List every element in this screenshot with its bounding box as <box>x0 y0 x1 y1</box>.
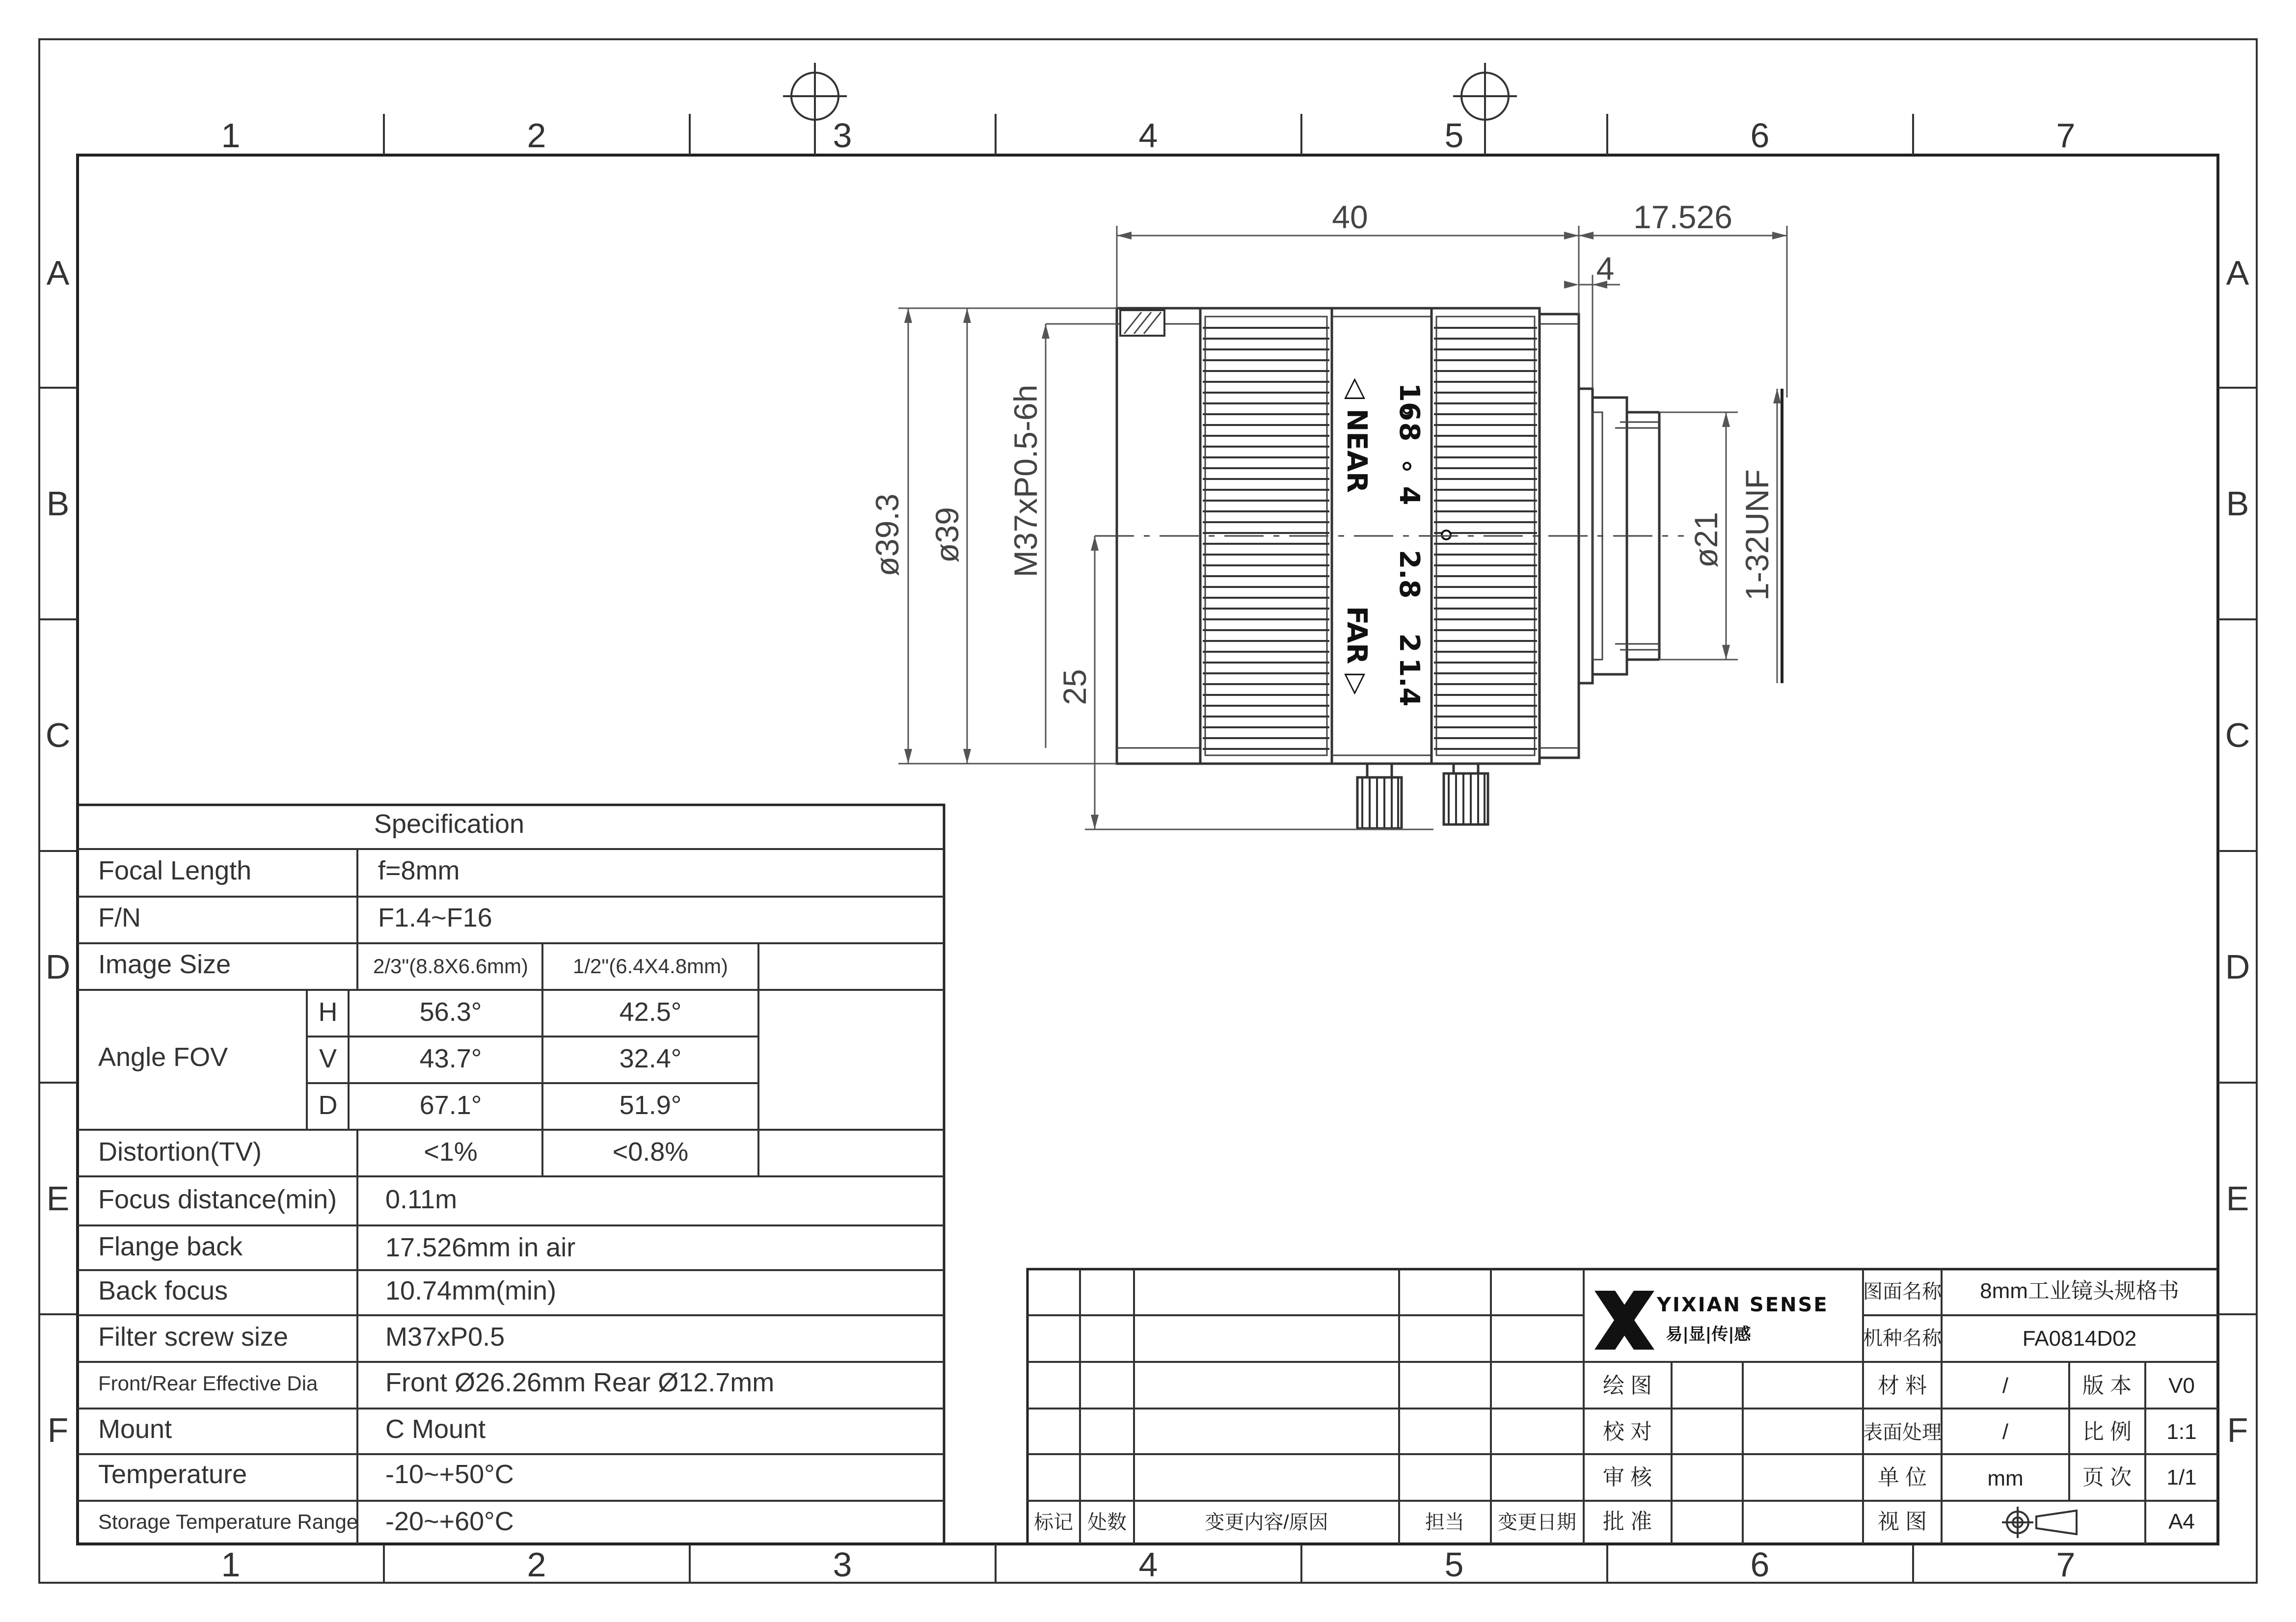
set-screw-front <box>1120 310 1164 336</box>
rev-mark-header: 标记 <box>1034 1512 1073 1533</box>
zone-labels-top <box>221 116 2076 155</box>
spec-title: Specification <box>374 809 525 839</box>
back-focus-label: Back focus <box>98 1276 228 1305</box>
zone-col-6: 6 <box>1750 116 1770 155</box>
version-value: V0 <box>2168 1374 2195 1398</box>
fov-v-axis: V <box>319 1044 337 1073</box>
zone-row-e: E <box>46 1179 70 1218</box>
flange-back-label: Flange back <box>98 1232 243 1261</box>
zone-row-e-right: E <box>2226 1179 2249 1218</box>
fov-h-axis: H <box>318 997 338 1027</box>
dim-mount-depth: 4 <box>1596 250 1615 287</box>
f-stop-dot-2 <box>1404 463 1410 470</box>
near-label: ◁ NEAR <box>1341 378 1373 493</box>
dim-flange: 17.526 <box>1633 199 1732 235</box>
logo-chinese: 易|显|传|感 <box>1666 1325 1751 1344</box>
model-value: FA0814D02 <box>2022 1327 2137 1351</box>
mount-value: C Mount <box>385 1414 486 1444</box>
locking-knob-2 <box>1444 764 1488 824</box>
zone-col-6-bottom: 6 <box>1750 1545 1770 1584</box>
page-label: 页 次 <box>2082 1465 2132 1489</box>
image-size-label: Image Size <box>98 950 231 979</box>
outer-frame <box>39 39 2257 1583</box>
temperature-value: -10~+50°C <box>385 1460 514 1489</box>
far-label: FAR ▷ <box>1341 606 1373 695</box>
effective-dia-value: Front Ø26.26mm Rear Ø12.7mm <box>385 1368 775 1397</box>
version-label: 版 本 <box>2082 1374 2132 1398</box>
scale-label: 比 例 <box>2082 1420 2132 1444</box>
focus-distance-label: Focus distance(min) <box>98 1185 337 1214</box>
f-stop-1-4: 1.4 <box>1393 658 1425 707</box>
distortion-value-1: <1% <box>424 1137 478 1167</box>
zone-labels-bottom <box>221 1545 2076 1584</box>
sign-check-label: 校 对 <box>1602 1420 1652 1444</box>
fov-h-value-2: 42.5° <box>619 997 682 1027</box>
fov-d-axis: D <box>318 1090 338 1120</box>
mount-label: Mount <box>98 1414 172 1444</box>
f-stop-2-8: 2.8 <box>1393 550 1425 599</box>
surface-label: 表面处理 <box>1863 1422 1942 1443</box>
zone-row-c-right: C <box>2225 716 2250 754</box>
title-block <box>1027 1269 2218 1544</box>
lens-drawing <box>869 199 1787 829</box>
projection-symbol-icon <box>2002 1507 2077 1538</box>
filter-screw-value: M37xP0.5 <box>385 1322 505 1352</box>
focal-length-value: f=8mm <box>378 856 460 885</box>
zone-row-d: D <box>45 948 71 986</box>
fov-v-value-1: 43.7° <box>419 1044 482 1073</box>
zone-col-5: 5 <box>1444 116 1464 155</box>
effective-dia-label: Front/Rear Effective Dia <box>98 1372 318 1395</box>
zone-col-1: 1 <box>221 116 241 155</box>
flange-back-value: 17.526mm in air <box>385 1233 576 1262</box>
fov-label: Angle FOV <box>98 1042 228 1072</box>
zone-col-1-bottom: 1 <box>221 1545 241 1584</box>
logo-wordmark: YIXIAN SENSE <box>1657 1294 1829 1316</box>
rev-date-header: 变更日期 <box>1498 1512 1576 1533</box>
zone-row-f-right: F <box>2227 1411 2248 1449</box>
storage-label: Storage Temperature Range <box>98 1510 358 1533</box>
index-mark <box>1442 531 1451 539</box>
focus-distance-value: 0.11m <box>385 1185 458 1214</box>
zone-row-b-right: B <box>2226 484 2249 523</box>
sign-review-label: 审 核 <box>1602 1465 1652 1489</box>
rev-owner-header: 担当 <box>1425 1512 1464 1533</box>
zone-row-a: A <box>46 254 70 292</box>
dim-mount-diameter: ø21 <box>1688 512 1724 568</box>
zone-row-a-right: A <box>2226 254 2249 292</box>
f-stop-8: 8 <box>1393 422 1425 442</box>
f-stop-2: 2 <box>1393 633 1425 653</box>
dim-mount-thread: 1-32UNF <box>1739 469 1775 601</box>
zone-col-7: 7 <box>2056 116 2076 155</box>
zone-row-d-right: D <box>2225 948 2250 986</box>
page-value: 1/1 <box>2166 1465 2197 1489</box>
company-logo <box>1594 1291 1829 1350</box>
drawing-name-value: 8mm工业镜头规格书 <box>1980 1279 2179 1303</box>
distortion-label: Distortion(TV) <box>98 1137 262 1167</box>
dim-length: 40 <box>1332 199 1368 235</box>
locking-knob-1 <box>1357 764 1402 828</box>
scale-value: 1:1 <box>2166 1420 2197 1444</box>
zone-col-7-bottom: 7 <box>2056 1545 2076 1584</box>
image-size-value-2: 1/2"(6.4X4.8mm) <box>572 955 729 978</box>
unit-value: mm <box>1987 1466 2024 1490</box>
zone-col-4: 4 <box>1138 116 1158 155</box>
f-stop-16: 16 <box>1393 383 1425 421</box>
dim-body-diameter: ø39 <box>929 507 965 563</box>
zone-col-3: 3 <box>833 116 852 155</box>
zone-row-b: B <box>46 484 70 523</box>
zone-col-2-bottom: 2 <box>527 1545 546 1584</box>
paper-size-value: A4 <box>2168 1510 2195 1534</box>
zone-col-4-bottom: 4 <box>1138 1545 1158 1584</box>
zone-col-2: 2 <box>527 116 546 155</box>
view-label: 视 图 <box>1877 1510 1927 1534</box>
zone-row-f: F <box>47 1411 69 1449</box>
fno-label: F/N <box>98 903 141 932</box>
fov-h-value-1: 56.3° <box>419 997 482 1027</box>
fov-d-value-2: 51.9° <box>619 1090 682 1120</box>
fov-v-value-2: 32.4° <box>619 1044 682 1073</box>
unit-label: 单 位 <box>1877 1465 1927 1489</box>
sign-approve-label: 批 准 <box>1602 1510 1652 1534</box>
fno-value: F1.4~F16 <box>378 903 492 932</box>
spec-table <box>78 805 944 1544</box>
material-label: 材 料 <box>1877 1374 1927 1398</box>
zone-col-5-bottom: 5 <box>1444 1545 1464 1584</box>
rev-count-header: 处数 <box>1087 1512 1127 1533</box>
zone-col-3-bottom: 3 <box>833 1545 852 1584</box>
back-focus-value: 10.74mm(min) <box>385 1276 557 1305</box>
f-stop-4: 4 <box>1393 486 1425 505</box>
dim-center-height: 25 <box>1056 669 1093 705</box>
distortion-value-2: <0.8% <box>612 1137 689 1167</box>
sign-draw-label: 绘 图 <box>1602 1374 1652 1398</box>
fov-d-value-1: 67.1° <box>419 1090 482 1120</box>
model-label: 机种名称 <box>1863 1328 1942 1349</box>
focal-length-label: Focal Length <box>98 856 252 885</box>
storage-value: -20~+60°C <box>385 1507 514 1536</box>
rev-content-header: 变更内容/原因 <box>1205 1512 1328 1533</box>
filter-screw-label: Filter screw size <box>98 1322 289 1352</box>
material-value: / <box>2002 1374 2009 1398</box>
x-logo-icon <box>1594 1291 1654 1350</box>
drawing-name-label: 图面名称 <box>1863 1281 1942 1303</box>
image-size-value-1: 2/3"(8.8X6.6mm) <box>373 955 529 978</box>
zone-row-c: C <box>45 716 71 754</box>
temperature-label: Temperature <box>98 1460 247 1489</box>
surface-value: / <box>2002 1420 2009 1444</box>
dim-filter-thread: M37xP0.5-6h <box>1007 384 1044 578</box>
dim-outer-diameter: ø39.3 <box>869 493 905 577</box>
